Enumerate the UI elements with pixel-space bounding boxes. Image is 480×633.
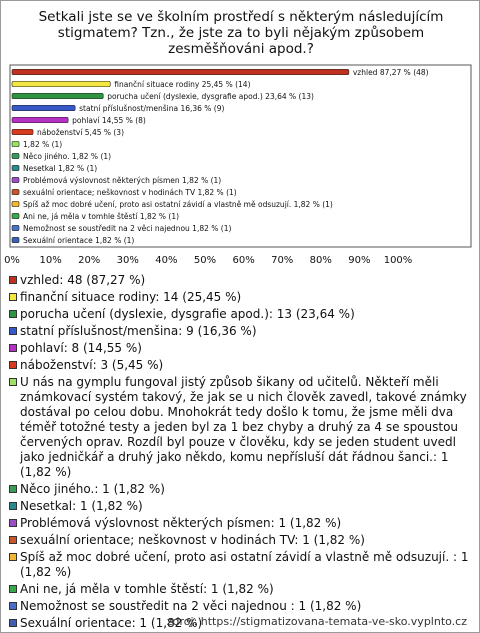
legend-item [9,375,477,480]
bar-label: porucha učení (dyslexie, dysgrafie apod.) 23,64 % (13) [107,92,314,101]
bar [12,213,19,219]
x-tick-label: 90% [348,255,371,266]
legend-item [9,341,477,356]
legend-item [9,599,477,614]
bar [12,177,19,183]
bar-label: vzhled 87,27 % (48) [352,68,429,77]
bar [12,141,19,147]
legend-label: Nesetkal: 1 (1,82 %) [20,499,143,513]
bar-label: 1,82 % (1) [23,140,63,149]
legend-item [9,273,477,288]
bar-label: sexuální orientace; neškovnost v hodinách TV 1,82 % (1) [23,188,237,197]
legend-item [9,533,477,548]
legend-label: pohlaví: 8 (14,55 %) [20,341,142,355]
bar [12,69,349,75]
legend-swatch [9,502,17,510]
bar-label: Něco jiného. 1,82 % (1) [23,152,112,161]
bar-label: Problémová výslovnost některých písmen 1,82 % (1) [23,176,222,185]
chart-title: Setkali jste se ve školním prostředí s některým následujícím stigmatem? Tzn., že jste za to byli nějakým způsobem zesměšňováni apod.? [38,9,444,57]
legend-label: náboženství: 3 (5,45 %) [20,358,164,372]
legend-swatch [9,327,17,335]
source-note: zdroj: https://stigmatizovana-temata-ve-sko.vyplnto.cz [166,615,467,628]
legend-swatch [9,485,17,493]
legend-label: Nemožnost se soustředit na 2 věci najednou : 1 (1,82 %) [20,599,362,613]
x-tick-label: 80% [309,255,332,266]
legend-label: vzhled: 48 (87,27 %) [20,273,146,287]
legend-label: Něco jiného.: 1 (1,82 %) [20,482,165,496]
x-tick-label: 70% [271,255,294,266]
bar [12,201,19,207]
bar-label: Spíš až moc dobré učení, proto asi ostatní závidí a vlastně mě odsuzují. 1,82 % (1) [23,200,333,209]
bar [12,225,19,231]
legend-swatch [9,344,17,352]
legend-item [9,324,477,339]
bar [12,117,68,123]
legend-item [9,582,477,597]
legend-swatch [9,585,17,593]
legend-swatch [9,536,17,544]
bar-label: Nesetkal 1,82 % (1) [23,164,98,173]
legend-item [9,516,477,531]
legend-item [9,307,477,322]
legend-swatch [9,553,17,561]
bar-label: Nemožnost se soustředit na 2 věci najednou 1,82 % (1) [23,224,232,233]
x-tick-label: 50% [193,255,217,266]
legend-label: Sexuální orientace: 1 (1,82 %) [20,616,203,630]
x-tick-label: 20% [78,255,101,266]
chart-legend [9,273,477,633]
bar [12,129,33,135]
bar-label: náboženství 5,45 % (3) [37,128,125,137]
legend-swatch [9,293,17,301]
bar-label: statní příslušnost/menšina 16,36 % (9) [79,104,225,113]
bar-label: Ani ne, já měla v tomhle štěstí 1,82 % (1) [23,212,180,221]
x-tick-label: 30% [116,255,139,266]
legend-label: Spíš až moc dobré učení, proto asi ostatní závidí a vlastně mě odsuzují. : 1 (1,82 %) [20,550,469,579]
x-tick-label: 60% [232,255,255,266]
bar [12,153,19,159]
legend-item [9,499,477,514]
bar-label: pohlaví 14,55 % (8) [72,116,146,125]
legend-swatch [9,519,17,527]
legend-swatch [9,310,17,318]
bar [12,165,19,171]
bar [12,105,75,111]
bar [12,189,19,195]
legend-label: porucha učení (dyslexie, dysgrafie apod.): 13 (23,64 %) [20,307,355,321]
x-tick-label: 10% [39,255,62,266]
legend-swatch [9,276,17,284]
legend-label: Ani ne, já měla v tomhle štěstí: 1 (1,82 %) [20,582,274,596]
legend-item [9,482,477,497]
legend-label: statní příslušnost/menšina: 9 (16,36 %) [20,324,257,338]
bar [12,237,19,243]
x-tick-label: 0% [4,255,20,266]
legend-swatch [9,619,17,627]
legend-label: sexuální orientace; neškovnost v hodinách TV: 1 (1,82 %) [20,533,365,547]
legend-label: finanční situace rodiny: 14 (25,45 %) [20,290,242,304]
legend-item [9,550,477,580]
legend-swatch [9,602,17,610]
x-tick-label: 40% [155,255,178,266]
x-tick-label: 100% [383,255,413,266]
legend-item [9,358,477,373]
legend-swatch [9,361,17,369]
bar-chart [1,1,479,271]
legend-label: U nás na gymplu fungoval jistý způsob šikany od učitelů. Někteří měli známkovací systém takový, že jak se u nich člověk zavedl, takové známky dostával po celou dobu. Mnohokrát tedy došlo k tomu, že jsme měli dva téměř totožné testy a jeden byl za 1 bez chyby a druhý za 4 se spoustou červených oprav. Rozdíl byl pouze v člověku, kdy se jeden student uvedl jako jedničkář a druhý jako někdo, komu nepřísluší dát řádnou šanci.: 1 (1,82 %) [20,375,467,479]
bar-label: Sexuální orientace 1,82 % (1) [23,236,135,245]
bar [12,81,110,87]
bar-label: finanční situace rodiny 25,45 % (14) [114,80,251,89]
legend-label: Problémová výslovnost některých písmen: 1 (1,82 %) [20,516,342,530]
bar [12,93,103,99]
legend-swatch [9,378,17,386]
legend-item [9,290,477,305]
